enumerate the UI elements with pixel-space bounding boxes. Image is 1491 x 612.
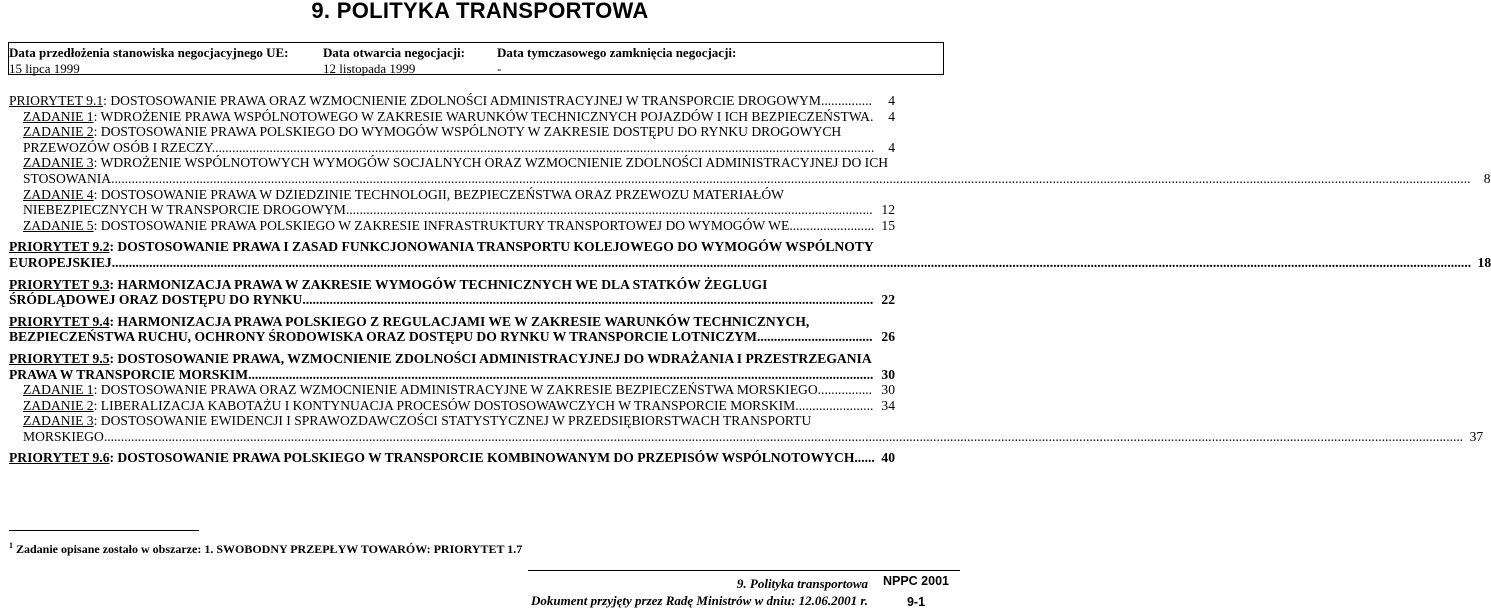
toc-entry-page: 40 — [881, 450, 895, 466]
toc-entry-number: ZADANIE 3 — [23, 413, 94, 429]
toc-entry-title: : DOSTOSOWANIE EWIDENCJI I SPRAWOZDAWCZOŚCI STATYSTYCZNEJ W PRZEDSIĘBIORSTWACH TRANSPORTU MORSKIEGO — [23, 413, 812, 444]
toc-dot-leader: ................................................................................................................................................................................................................................................................................................................................................................................................................ — [103, 428, 1464, 444]
toc-entry-title: : HARMONIZACJA PRAWA POLSKIEGO Z REGULACJAMI WE W ZAKRESIE WARUNKÓW TECHNICZNYCH, BEZPIECZEŃSTWA RUCHU, OCHRONY ŚRODOWISKA ORAZ DOSTĘPU DO RYNKU W TRANSPORCIE LOTNICZYM — [9, 313, 810, 345]
toc-priority-entry[interactable] — [9, 351, 895, 382]
toc-dot-leader: ................ — [817, 382, 873, 398]
toc-dot-leader: ........................................................................................................................................................................ — [302, 292, 874, 308]
toc-entry-title: : WDROŻENIE WSPÓLNOTOWYCH WYMOGÓW SOCJALNYCH ORAZ WZMOCNIENIE ZDOLNOŚCI ADMINISTRACYJNEJ DO ICH STOSOWANIA — [23, 155, 889, 186]
submitted-date — [9, 45, 288, 77]
toc-entry-text — [9, 398, 875, 414]
toc-entry-page: 4 — [888, 93, 895, 108]
toc-dot-leader: ......................... — [789, 217, 875, 233]
toc-entry-number: ZADANIE 2 — [23, 124, 94, 140]
toc-entry-number: PRIORYTET 9.5 — [9, 350, 110, 366]
toc-entry-page: 12 — [881, 202, 895, 218]
table-of-contents — [9, 93, 1491, 466]
toc-dot-leader: . — [870, 108, 874, 124]
toc-entry-text — [9, 218, 875, 234]
closed-date — [497, 45, 736, 77]
toc-entry-number: PRIORYTET 9.1 — [9, 93, 104, 108]
toc-priority-entry[interactable] — [9, 239, 1491, 270]
toc-entry-number: ZADANIE 1 — [23, 108, 94, 124]
toc-entry-number: ZADANIE 2 — [23, 397, 94, 413]
toc-entry-number: ZADANIE 4 — [23, 186, 94, 202]
footer-divider — [528, 570, 960, 571]
footer-code: NPPC 2001 — [882, 574, 949, 588]
page-title: 9. POLITYKA TRANSPORTOWA — [311, 0, 649, 23]
footnote-mark: 1 — [9, 541, 13, 550]
toc-entry-page: 18 — [1477, 254, 1491, 270]
toc-task-entry[interactable] — [9, 413, 1484, 444]
negotiation-dates-box — [8, 42, 944, 75]
toc-priority-entry[interactable] — [9, 314, 895, 345]
toc-entry-page: 30 — [881, 366, 895, 382]
opened-value: 12 listopada 1999 — [323, 61, 416, 76]
toc-entry-number: PRIORYTET 9.6 — [9, 450, 110, 466]
footer-page-number: 9-1 — [906, 595, 926, 609]
toc-task-entry[interactable] — [9, 109, 895, 125]
toc-task-entry[interactable] — [9, 218, 895, 234]
toc-entry-page: 37 — [1469, 428, 1484, 444]
opened-label: Data otwarcia negocjacji: — [323, 45, 465, 60]
toc-entry-number: ZADANIE 1 — [23, 382, 94, 398]
toc-entry-title: : HARMONIZACJA PRAWA W ZAKRESIE WYMOGÓW TECHNICZNYCH WE DLA STATKÓW ŻEGLUGI ŚRÓDLĄDOWEJ ORAZ DOSTĘPU DO RYNKU — [9, 276, 768, 308]
toc-entry-page: 4 — [888, 108, 895, 124]
footer-document: Dokument przyjęty przez Radę Ministrów w dniu: 12.06.2001 r. — [531, 593, 868, 608]
toc-dot-leader: ................................................................................................................................................................................................... — [211, 139, 875, 155]
toc-entry-text — [9, 239, 1471, 270]
submitted-value: 15 lipca 1999 — [9, 61, 80, 76]
toc-entry-title: : DOSTOSOWANIE PRAWA POLSKIEGO W TRANSPORCIE KOMBINOWANYM DO PRZEPISÓW WSPÓLNOTOWYCH — [109, 450, 855, 466]
toc-entry-text — [9, 109, 875, 125]
toc-entry-title: : DOSTOSOWANIE PRAWA, WZMOCNIENIE ZDOLNOŚCI ADMINISTRACYJNEJ DO WDRAŻANIA I PRZESTRZEGANIA PRAWA W TRANSPORCIE MORSKIM — [9, 350, 871, 382]
toc-entry-title: : DOSTOSOWANIE PRAWA POLSKIEGO DO WYMOGÓW WSPÓLNOTY W ZAKRESIE DOSTĘPU DO RYNKU DROGOWYCH PRZEWOZÓW OSÓB I RZECZY — [23, 124, 842, 155]
toc-dot-leader: ............... — [820, 93, 872, 108]
toc-task-entry[interactable] — [9, 155, 1491, 186]
toc-entry-text — [9, 93, 875, 109]
footer-badge — [876, 572, 956, 612]
toc-entry-text — [9, 413, 1463, 444]
toc-entry-title: : LIBERALIZACJA KABOTAŻU I KONTYNUACJA PROCESÓW DOSTOSOWAWCZYCH W TRANSPORCIE MORSKIM — [93, 397, 796, 413]
toc-priority-entry[interactable] — [9, 93, 895, 109]
toc-entry-page: 30 — [881, 382, 895, 398]
toc-entry-number: ZADANIE 3 — [23, 155, 94, 171]
toc-dot-leader: ....................... — [795, 397, 874, 413]
footer-section: 9. Polityka transportowa — [736, 576, 868, 591]
footnote-divider — [9, 530, 199, 531]
toc-entry-title: : DOSTOSOWANIE PRAWA I ZASAD FUNKCJONOWANIA TRANSPORTU KOLEJOWEGO DO WYMOGÓW WSPÓLNOTY EUROPEJSKIEJ — [9, 239, 874, 270]
toc-entry-page: 8 — [1483, 170, 1491, 186]
opened-date — [323, 45, 465, 77]
closed-label: Data tymczasowego zamknięcia negocjacji: — [497, 45, 737, 60]
footer-info — [531, 575, 868, 609]
toc-entry-number: PRIORYTET 9.2 — [9, 239, 110, 255]
toc-task-entry[interactable] — [9, 398, 895, 414]
toc-entry-page: 15 — [881, 217, 895, 233]
toc-dot-leader: ........................................................................................................................................................................................ — [248, 366, 874, 382]
toc-entry-text — [9, 382, 875, 398]
toc-entry-text — [9, 124, 875, 155]
toc-entry-number: PRIORYTET 9.4 — [9, 313, 110, 329]
toc-dot-leader: ................................................................................................................................................................................................................................................................................................................................................................................................................ — [111, 170, 1471, 186]
footnote — [9, 541, 522, 557]
toc-entry-title: : DOSTOSOWANIE PRAWA W DZIEDZINIE TECHNOLOGII, BEZPIECZEŃSTWA ORAZ PRZEWOZU MATERIAŁÓW NIEBEZPIECZNYCH W TRANSPORCIE DROGOWYM — [23, 186, 784, 218]
toc-priority-entry[interactable] — [9, 277, 895, 308]
toc-entry-text — [9, 450, 875, 466]
toc-task-entry[interactable] — [9, 124, 895, 155]
toc-entry-title: : WDROŻENIE PRAWA WSPÓLNOTOWEGO W ZAKRESIE WARUNKÓW TECHNICZNYCH POJAZDÓW I ICH BEZPIECZEŃSTWA — [93, 108, 870, 124]
toc-dot-leader: ................................................................................................................................................................................................................................................................................................................................................................................................................ — [111, 254, 1472, 270]
toc-entry-text — [9, 277, 875, 308]
toc-entry-page: 22 — [881, 292, 895, 308]
toc-entry-title: : DOSTOSOWANIE PRAWA ORAZ WZMOCNIENIE ZDOLNOŚCI ADMINISTRACYJNEJ W TRANSPORCIE DROGOWYM — [103, 93, 821, 108]
toc-entry-text — [9, 314, 875, 345]
toc-entry-number: PRIORYTET 9.3 — [9, 276, 110, 292]
toc-task-entry[interactable] — [9, 187, 895, 218]
toc-entry-page: 4 — [888, 139, 895, 155]
toc-entry-page: 26 — [881, 329, 895, 345]
toc-dot-leader: ...... — [854, 450, 875, 466]
toc-dot-leader: ........................................................................................................................................................... — [345, 202, 873, 218]
toc-priority-entry[interactable] — [9, 450, 895, 466]
toc-dot-leader: .................................. — [756, 329, 873, 345]
toc-entry-page: 34 — [881, 397, 895, 413]
toc-entry-text — [9, 187, 875, 218]
toc-entry-text — [9, 155, 1470, 186]
toc-task-entry[interactable] — [9, 382, 895, 398]
footnote-text: Zadanie opisane zostało w obszarze: 1. SWOBODNY PRZEPŁYW TOWARÓW: PRIORYTET 1.7 — [16, 542, 523, 556]
closed-value: - — [497, 61, 502, 76]
toc-entry-title: : DOSTOSOWANIE PRAWA POLSKIEGO W ZAKRESIE INFRASTRUKTURY TRANSPORTOWEJ DO WYMOGÓW WE — [93, 217, 790, 233]
submitted-label: Data przedłożenia stanowiska negocjacyjnego UE: — [9, 45, 289, 60]
toc-entry-number: ZADANIE 5 — [23, 217, 94, 233]
toc-entry-title: : DOSTOSOWANIE PRAWA ORAZ WZMOCNIENIE ADMINISTRACYJNE W ZAKRESIE BEZPIECZEŃSTWA MORSKIEGO — [93, 382, 818, 398]
toc-entry-text — [9, 351, 875, 382]
